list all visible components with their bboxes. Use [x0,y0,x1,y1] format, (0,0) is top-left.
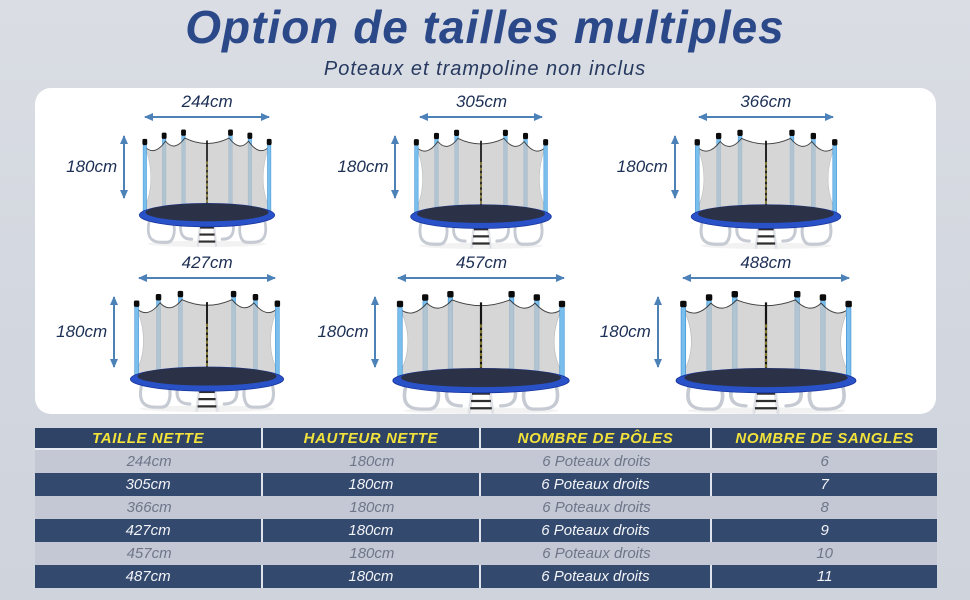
height-arrow [374,297,376,367]
height-dimension-label: 180cm [616,157,668,176]
height-dimension [337,136,396,198]
table-cell-poles: 6 Poteaux droits [481,565,713,588]
height-arrow [657,297,659,367]
table-cell-hauteur: 180cm [349,453,395,470]
page-subtitle: Poteaux et trampoline non inclus [323,58,647,80]
table-row [35,519,937,542]
size-spec-table [35,428,937,588]
height-dimension-label: 180cm [66,157,118,176]
height-dimension [56,297,115,367]
width-arrow [420,116,542,118]
table-cell-taille: 244cm [126,453,172,470]
table-cell-sangles: 8 [820,499,829,516]
table-cell-poles: 6 Poteaux droits [542,453,651,470]
figure-trampoline-244 [35,88,335,249]
width-dimension-label: 427cm [181,253,233,272]
height-dimension [600,297,659,367]
height-dimension-label: 180cm [337,157,389,176]
figure-trampoline-305 [335,88,635,249]
trampoline-illustration [682,121,850,249]
trampoline-illustration [121,282,293,412]
table-cell-poles: 6 Poteaux droits [481,519,713,542]
height-dimension-label: 180cm [317,322,369,341]
width-arrow [145,116,269,118]
width-dimension-label: 488cm [740,253,792,272]
width-arrow [683,277,849,279]
height-arrow [113,297,115,367]
table-cell-poles: 6 Poteaux droits [542,545,651,562]
table-cell-hauteur: 180cm [263,565,480,588]
height-arrow [394,136,396,198]
table-cell-taille: 366cm [126,499,172,516]
height-arrow [674,136,676,198]
table-cell-sangles: 6 [820,453,829,470]
height-dimension-label: 180cm [56,322,108,341]
width-arrow [139,277,275,279]
header-cell-nombre-de-poles: NOMBRE DE PÔLES [481,428,713,448]
trampoline-illustration [382,282,580,414]
page-title: Option de tailles multiples [185,1,785,53]
height-dimension [66,136,125,198]
table-cell-taille: 305cm [35,473,263,496]
table-cell-taille: 427cm [35,519,263,542]
table-row [35,542,937,565]
table-header-row [35,428,937,450]
table-row [35,496,937,519]
height-dimension [617,136,676,198]
table-cell-sangles: 7 [820,476,829,493]
table-cell-taille: 457cm [126,545,172,562]
width-dimension-label: 457cm [455,253,507,272]
trampoline-illustration [665,282,867,414]
figure-trampoline-427 [35,249,335,414]
height-dimension-label: 180cm [599,322,651,341]
table-cell-sangles: 10 [816,545,834,562]
figures-panel [35,88,936,414]
table-cell-sangles: 9 [820,522,829,539]
width-arrow [398,277,564,279]
trampoline-illustration [402,121,560,249]
width-dimension-label: 305cm [455,92,507,111]
height-dimension [317,297,376,367]
table-cell-hauteur: 180cm [349,499,395,516]
header-cell-taille-nette: TAILLE NETTE [35,428,263,448]
figure-trampoline-488 [599,249,936,414]
table-cell-hauteur: 180cm [349,545,395,562]
table-cell-poles: 6 Poteaux droits [542,499,651,516]
table-cell-taille: 487cm [35,565,263,588]
width-arrow [699,116,833,118]
figure-trampoline-457 [317,249,635,414]
table-row [35,473,937,496]
table-cell-sangles: 11 [816,568,833,585]
width-dimension-label: 366cm [740,92,792,111]
table-cell-hauteur: 180cm [263,473,480,496]
table-cell-poles: 6 Poteaux droits [481,473,713,496]
header-cell-nombre-de-sangles: NOMBRE DE SANGLES [735,429,914,447]
trampoline-illustration [131,121,283,247]
table-cell-hauteur: 180cm [263,519,480,542]
table-row [35,565,937,588]
width-dimension-label: 244cm [181,92,233,111]
height-arrow [123,136,125,198]
header-cell-hauteur-nette: HAUTEUR NETTE [263,428,480,448]
table-row [35,450,937,473]
figure-trampoline-366 [616,88,936,249]
